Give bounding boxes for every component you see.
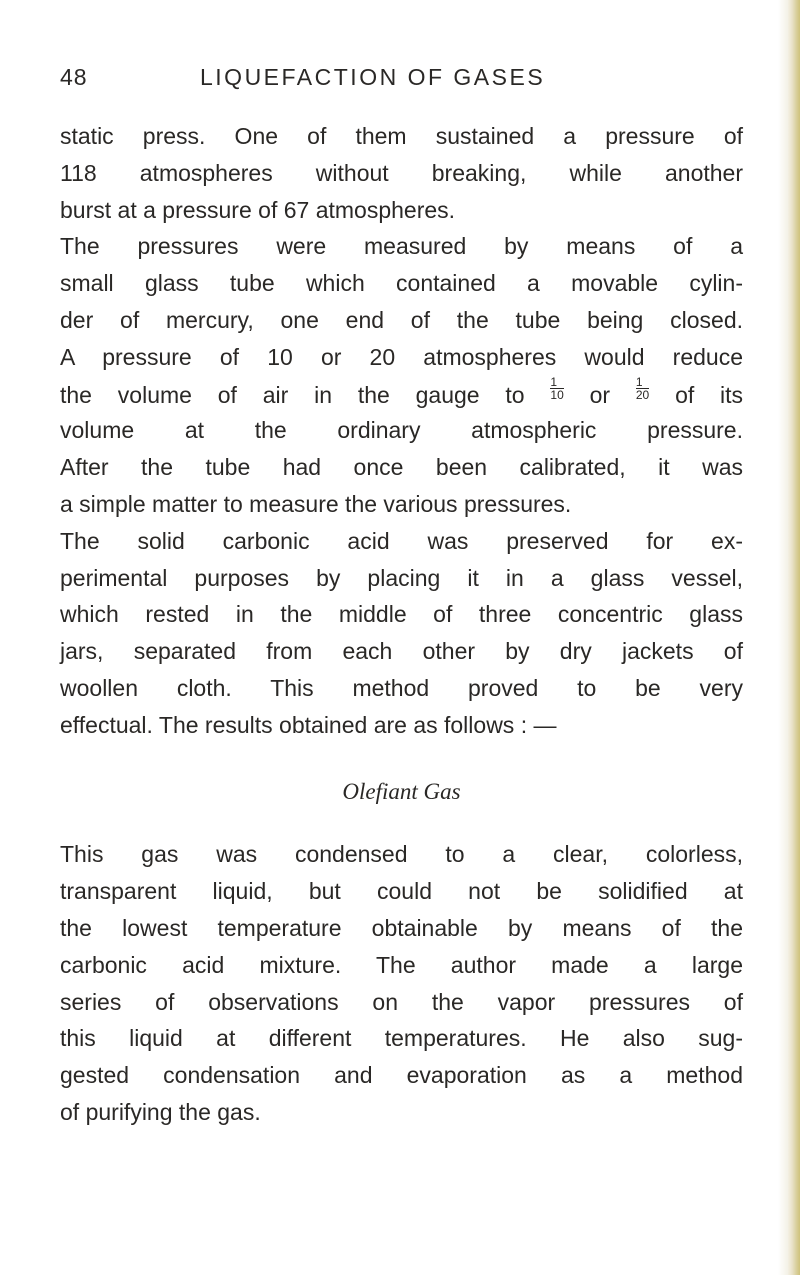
fraction-line [60,376,743,413]
paragraph-2 [60,228,743,522]
text-line: carbonic acid mixture. The author made a large [60,951,743,978]
spacer [60,810,743,836]
text-line: of purifying the gas. [60,1098,261,1125]
text-line: This gas was condensed to a clear, colorless, [60,841,743,868]
text-line: static press. One of them sustained a pressure of [60,123,743,149]
fraction-denominator: 20 [635,387,650,402]
page-number: 48 [60,64,88,90]
paragraph-3 [60,523,743,744]
text-line: jars, separated from each other by dry jackets of [60,638,743,665]
text-line: which rested in the middle of three concentric glass [60,601,743,628]
text-line: series of observations on the vapor pressures of [60,988,743,1015]
body-text [60,118,743,1131]
text-line: der of mercury, one end of the tube being closed. [60,306,743,333]
text-line: gested condensation and evaporation as a method [60,1062,743,1089]
fraction-numerator: 1 [635,374,643,389]
text-line: transparent liquid, but could not be solidified at [60,878,743,905]
fraction-one-twentieth [636,376,649,401]
text-line: volume at the ordinary atmospheric pressure. [60,417,743,444]
text-line: After the tube had once been calibrated, it was [60,454,743,481]
fraction-denominator: 10 [550,387,564,402]
spacer [60,744,743,774]
fraction-line-pre: the volume of air in the gauge to [60,381,525,408]
page-header [60,64,750,94]
fraction-numerator: 1 [550,374,558,389]
fraction-line-post: of its [675,381,744,408]
text-line: this liquid at different temperatures. He also sug- [60,1025,743,1052]
text-line: the lowest temperature obtainable by means of the [60,914,743,941]
text-line: effectual. The results obtained are as follows : — [60,711,557,738]
text-line: The pressures were measured by means of a [60,233,743,260]
text-line: small glass tube which contained a movable cylin- [60,270,743,297]
paragraph-4 [60,836,743,1130]
text-line: The solid carbonic acid was preserved for ex- [60,527,743,554]
section-heading: Olefiant Gas [342,778,461,804]
text-line: 118 atmospheres without breaking, while another [60,159,743,186]
text-line: woollen cloth. This method proved to be very [60,674,743,701]
page-edge [788,0,800,1275]
running-title: LIQUEFACTION OF GASES [200,64,546,90]
text-line: A pressure of 10 or 20 atmospheres would reduce [60,343,743,370]
paragraph-1 [60,118,743,228]
text-line: perimental purposes by placing it in a glass vessel, [60,564,743,591]
fraction-one-tenth [550,376,563,401]
page-edge-shadow [778,0,788,1275]
text-line: burst at a pressure of 67 atmospheres. [60,196,456,223]
fraction-line-mid: or [589,381,611,408]
text-line: a simple matter to measure the various pressures. [60,490,572,517]
